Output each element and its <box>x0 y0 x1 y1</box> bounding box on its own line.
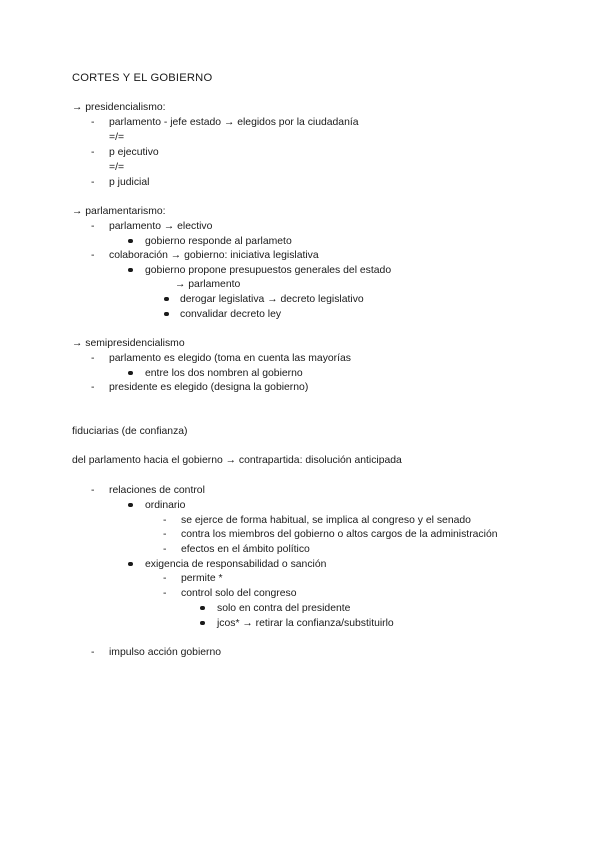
arrow-note: → parlamento <box>175 279 241 290</box>
list-item: se ejerce de forma habitual, se implica al congreso y el senado <box>181 515 471 526</box>
separator-text: =/= <box>109 162 125 173</box>
bullet-dot <box>164 297 169 302</box>
list-item: parlamento es elegido (toma en cuenta las mayorías <box>109 353 352 364</box>
list-item: gobierno responde al parlameto <box>145 236 292 247</box>
list-item: solo en contra del presidente <box>217 603 351 614</box>
section-heading-presidencialismo: → presidencialismo: <box>72 102 166 113</box>
list-item: entre los dos nombren al gobierno <box>145 368 303 379</box>
list-item: efectos en el ámbito político <box>181 544 310 555</box>
dash-marker: - <box>91 647 95 658</box>
list-item: colaboración → gobierno: iniciativa legislativa <box>109 250 319 261</box>
bullet-dot <box>200 621 205 626</box>
list-item: gobierno propone presupuestos generales del estado <box>145 265 392 276</box>
bullet-dot <box>128 371 133 376</box>
document-title: CORTES Y EL GOBIERNO <box>72 72 213 84</box>
list-item: convalidar decreto ley <box>180 309 282 320</box>
list-item: parlamento → electivo <box>109 221 213 232</box>
dash-marker: - <box>91 177 95 188</box>
paragraph-parlamento-gobierno: del parlamento hacia el gobierno → contrapartida: disolución anticipada <box>72 455 402 466</box>
list-item: p judicial <box>109 177 150 188</box>
dash-marker: - <box>163 573 167 584</box>
list-item: p ejecutivo <box>109 147 159 158</box>
bullet-dot <box>164 312 169 317</box>
dash-marker: - <box>91 117 95 128</box>
list-item: ordinario <box>145 500 186 511</box>
list-item: exigencia de responsabilidad o sanción <box>145 559 327 570</box>
list-item: permite * <box>181 573 223 584</box>
list-item: parlamento - jefe estado → elegidos por la ciudadanía <box>109 117 359 128</box>
dash-marker: - <box>163 544 167 555</box>
bullet-dot <box>200 606 205 611</box>
bullet-dot <box>128 503 133 508</box>
dash-marker: - <box>91 382 95 393</box>
dash-marker: - <box>91 485 95 496</box>
dash-marker: - <box>163 529 167 540</box>
dash-marker: - <box>163 515 167 526</box>
bullet-dot <box>128 239 133 244</box>
dash-marker: - <box>91 147 95 158</box>
bullet-dot <box>128 562 133 567</box>
bullet-dot <box>128 268 133 273</box>
list-item: contra los miembros del gobierno o altos cargos de la administración <box>181 529 498 540</box>
dash-marker: - <box>91 353 95 364</box>
list-item: derogar legislativa → decreto legislativo <box>180 294 364 305</box>
dash-marker: - <box>163 588 167 599</box>
dash-marker: - <box>91 250 95 261</box>
list-item: control solo del congreso <box>181 588 297 599</box>
list-item: jcos* → retirar la confianza/substituirlo <box>217 618 394 629</box>
paragraph-fiduciarias: fiduciarias (de confianza) <box>72 426 188 437</box>
section-heading-semipresidencialismo: → semipresidencialismo <box>72 338 185 349</box>
list-item: presidente es elegido (designa la gobierno) <box>109 382 309 393</box>
separator-text: =/= <box>109 132 125 143</box>
list-item: relaciones de control <box>109 485 205 496</box>
dash-marker: - <box>91 221 95 232</box>
list-item: impulso acción gobierno <box>109 647 222 658</box>
section-heading-parlamentarismo: → parlamentarismo: <box>72 206 166 217</box>
